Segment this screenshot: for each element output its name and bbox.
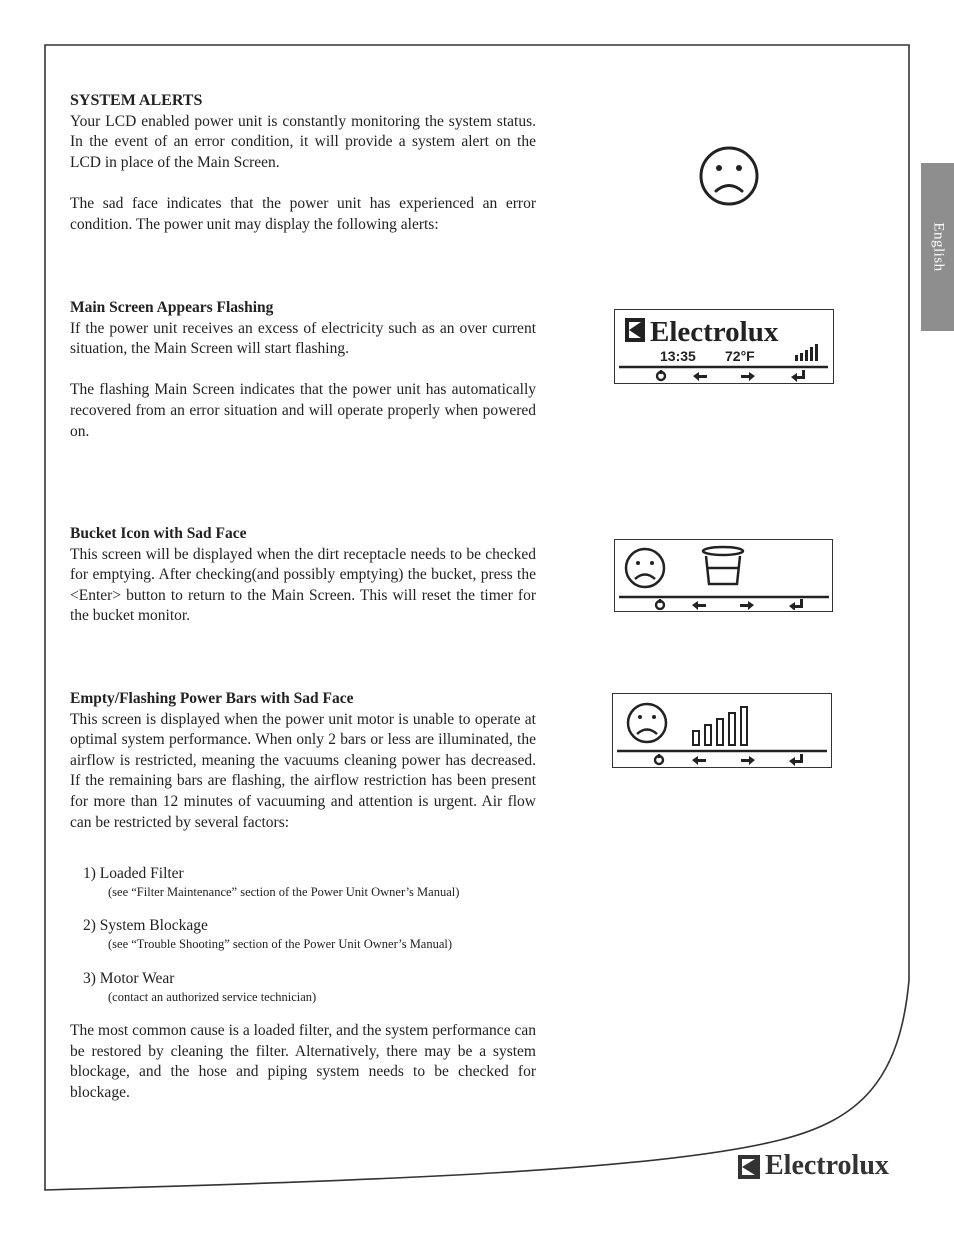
electrolux-logo-icon xyxy=(625,318,645,342)
main-screen-para2: The flashing Main Screen indicates that the power unit has automatically recovered from an error situation and will operate properly when powered on. xyxy=(70,381,536,440)
footer-logo xyxy=(738,1150,913,1182)
power-icon xyxy=(656,599,664,609)
left-arrow-icon xyxy=(692,601,706,610)
main-screen-section xyxy=(70,298,536,442)
closing-paragraph: The most common cause is a loaded filter, and the system performance can be restored by cleaning the filter. Alternatively, there may be a system blockage, and the hose and piping system needs to be checked for blockage. xyxy=(70,1022,536,1101)
footer-brand: Electrolux xyxy=(765,1150,889,1181)
left-arrow-icon xyxy=(692,756,706,765)
right-arrow-icon xyxy=(741,756,755,765)
power-icon xyxy=(657,370,665,380)
electrolux-logo-icon xyxy=(738,1155,760,1179)
factor-3-note: (contact an authorized service technician) xyxy=(108,990,317,1004)
sad-face-icon xyxy=(626,549,664,587)
language-tab xyxy=(921,163,954,331)
bucket-icon xyxy=(703,547,743,584)
factor-2-note: (see “Trouble Shooting” section of the Power Unit Owner’s Manual) xyxy=(108,937,453,951)
right-arrow-icon xyxy=(740,601,754,610)
lcd-temperature: 72°F xyxy=(725,348,755,364)
sad-face-icon xyxy=(698,145,760,207)
bucket-para1: This screen will be displayed when the dirt receptacle needs to be checked for emptying. After checking(and possibly emptying) the bucket, press the <Enter> button to return to the Main Screen. This will reset the timer for the bucket monitor. xyxy=(70,545,536,625)
factors-list xyxy=(83,864,459,901)
enter-icon xyxy=(791,370,805,382)
power-bars-section xyxy=(70,689,536,833)
lcd-bucket-screen xyxy=(614,539,833,612)
factors-list-item-3 xyxy=(83,969,316,1006)
enter-icon xyxy=(789,754,803,766)
bucket-section xyxy=(70,524,536,627)
system-alerts-intro: Your LCD enabled power unit is constantly monitoring the system status. In the event of an error condition, it will provide a system alert on the LCD in place of the Main Screen. xyxy=(70,112,536,171)
factor-3-label: 3) Motor Wear xyxy=(83,970,175,987)
empty-power-bars-icon xyxy=(693,707,747,745)
power-bars-heading: Empty/Flashing Power Bars with Sad Face xyxy=(70,690,354,707)
lcd-brand: Electrolux xyxy=(650,316,779,348)
language-label: English xyxy=(930,222,946,272)
enter-icon xyxy=(789,599,803,610)
sad-face-explanation: The sad face indicates that the power unit has experienced an error condition. The power unit may display the following alerts: xyxy=(70,194,536,233)
lcd-main-screen xyxy=(614,309,834,384)
lcd-time: 13:35 xyxy=(660,348,696,364)
closing-section xyxy=(70,1021,536,1103)
left-arrow-icon xyxy=(693,372,707,381)
power-bars-para1: This screen is displayed when the power unit motor is unable to operate at optimal system performance. When only 2 bars or less are illuminated, the airflow is restricted, meaning the vacuums cleaning power has decreased. If the remaining bars are flashing, the airflow restriction has been present for more than 12 minutes of vacuuming and attention is urgent. Air flow can be restricted by several factors: xyxy=(70,710,536,831)
main-screen-para1: If the power unit receives an excess of electricity such as an over current situation, the Main Screen will start flashing. xyxy=(70,319,536,358)
main-screen-heading: Main Screen Appears Flashing xyxy=(70,299,274,316)
lcd-power-bars-screen xyxy=(612,693,832,768)
factor-1-note: (see “Filter Maintenance” section of the Power Unit Owner’s Manual) xyxy=(108,885,460,899)
system-alerts-section xyxy=(70,91,536,235)
factor-2-label: 2) System Blockage xyxy=(83,917,208,934)
power-icon xyxy=(655,754,663,764)
right-arrow-icon xyxy=(741,372,755,381)
power-bars-icon xyxy=(795,344,818,361)
system-alerts-heading: SYSTEM ALERTS xyxy=(70,92,203,109)
sad-face-icon xyxy=(628,704,666,742)
factor-1-label: 1) Loaded Filter xyxy=(83,865,184,882)
factors-list-item-2 xyxy=(83,916,452,953)
bucket-heading: Bucket Icon with Sad Face xyxy=(70,525,247,542)
